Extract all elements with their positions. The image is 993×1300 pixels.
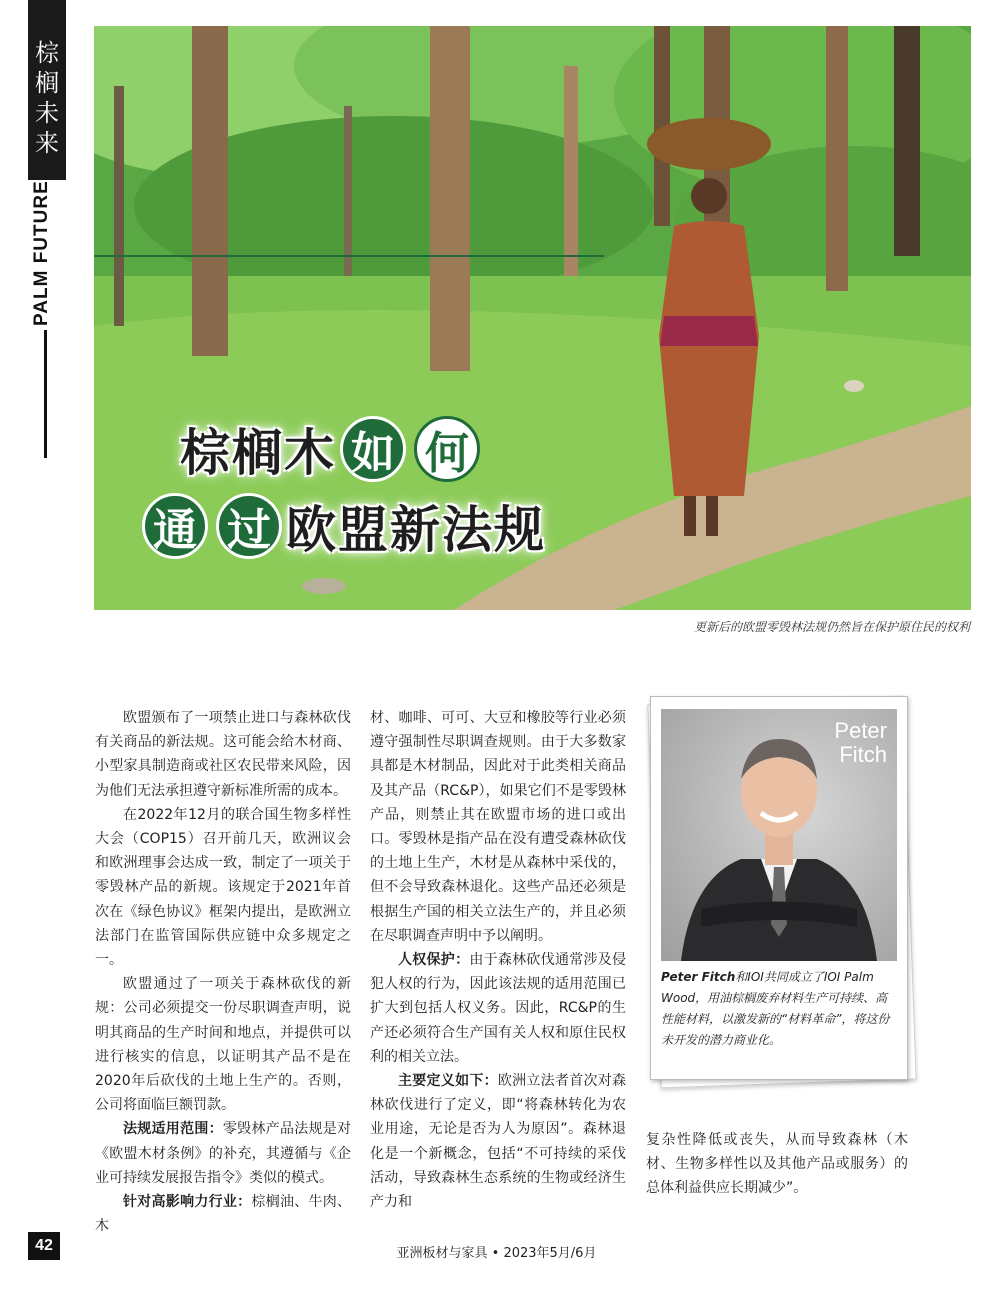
section-label-text: PALM FUTURE: [31, 180, 52, 326]
paragraph-text: 欧洲立法者首次对森林砍伐进行了定义，即“将森林转化为农业用途，无论是否为人为原因”。森林退化是一个新概念，包括“不可持续的采伐活动，导致森林生态系统的生物或经济生产力和: [370, 1073, 627, 1211]
title-circle-char: 如: [340, 416, 406, 482]
paragraph: [370, 948, 626, 1069]
portrait-last-name: Fitch: [839, 742, 887, 767]
subhead: 主要定义如下：: [398, 1073, 498, 1090]
subhead: 针对高影响力行业：: [123, 1194, 252, 1211]
paragraph: 在2022年12月的联合国生物多样性大会（COP15）召开前几天，欧洲议会和欧洲理事会达成一致，制定了一项关于零毁林产品的新规。该规定于2021年首次在《绿色协议》框架内提出，是欧洲立法部门在监管国际供应链中众多规定之一。: [95, 806, 351, 969]
paragraph: [95, 1117, 351, 1190]
portrait-caption-name: Peter Fitch: [661, 970, 736, 984]
section-tab-char: 来: [35, 129, 59, 157]
section-tab-char: 棕: [35, 39, 59, 67]
page-number: 42: [28, 1232, 60, 1260]
subhead: 人权保护：: [398, 952, 470, 969]
paragraph-text: 由于森林砍伐通常涉及侵犯人权的行为，因此该法规的适用范围已扩大到包括人权义务。因此，RC&P的生产还必须符合生产国有关人权和原住民权利的相关立法。: [370, 952, 627, 1065]
title-text: 欧盟新法规: [286, 501, 546, 559]
portrait-caption-text: 和IOI共同成立了IOI Palm Wood，用油棕榈废弃材料生产可持续、高性能材料，以激发新的“材料革命”，将这份未开发的潜力商业化。: [661, 970, 890, 1047]
portrait-first-name: Peter: [834, 718, 887, 743]
paragraph: [95, 1190, 351, 1238]
paragraph: 复杂性降低或丧失，从而导致森林（木材、生物多样性以及其他产品或服务）的总体利益供应长期减少”。: [646, 1132, 908, 1197]
hero-photo-caption: 更新后的欧盟零毁林法规仍然旨在保护原住民的权利: [693, 620, 970, 634]
publication-footer: 亚洲板材与家具 • 2023年5月/6月: [396, 1246, 597, 1261]
paragraph: 材、咖啡、可可、大豆和橡胶等行业必须遵守强制性尽职调查规则。由于大多数家具都是木材制品，因此对于此类相关商品及其产品（RC&P），如果它们不是零毁林产品，则禁止其在欧盟市场的进口或出口。零毁林是指产品在没有遭受森林砍伐的土地上生产，木材是从森林中采伐的，但不会导致森林退化。这些产品还必须是根据生产国的相关立法生产的，并且必须在尽职调查声明中予以阐明。: [370, 710, 626, 944]
hero-divider-line: [94, 255, 604, 257]
article-column-3: [646, 1128, 908, 1201]
title-circle-char: 何: [414, 416, 480, 482]
portrait-caption: [661, 967, 899, 1051]
article-column-2: [370, 706, 626, 1214]
section-tab-char: 榈: [35, 69, 59, 97]
paragraph-text: 零毁林产品法规是对《欧盟木材条例》的补充，其遵循与《企业可持续发展报告指令》类似的模式。: [95, 1121, 352, 1186]
title-circle-char: 通: [142, 493, 208, 559]
section-label-english: [28, 180, 62, 326]
article-column-1: [95, 706, 351, 1238]
paragraph: [370, 1069, 626, 1214]
portrait-photo: [661, 709, 897, 961]
section-tab: [28, 0, 66, 180]
section-tab-chinese: [28, 38, 66, 158]
portrait-card: [650, 696, 908, 1080]
section-tab-char: 未: [35, 99, 59, 127]
article-title-line1: [180, 414, 484, 484]
subhead: 法规适用范围：: [123, 1121, 223, 1138]
hero-photo: [94, 26, 971, 610]
title-circle-char: 过: [216, 493, 282, 559]
article-title-line2: [138, 490, 546, 562]
paragraph-text: 棕榈油、牛肉、木: [95, 1194, 352, 1235]
title-text: 棕榈木: [180, 424, 336, 482]
paragraph: 欧盟颁布了一项禁止进口与森林砍伐有关商品的新法规。这可能会给木材商、小型家具制造商或社区农民带来风险，因为他们无法承担遵守新标准所需的成本。: [95, 710, 351, 799]
section-divider: [44, 330, 47, 458]
paragraph: 欧盟通过了一项关于森林砍伐的新规：公司必须提交一份尽职调查声明，说明其商品的生产时间和地点，并提供可以进行核实的信息，以证明其产品不是在2020年后砍伐的土地上生产的。否则，公司将面临巨额罚款。: [95, 976, 351, 1114]
portrait-name-overlay: [834, 719, 887, 767]
